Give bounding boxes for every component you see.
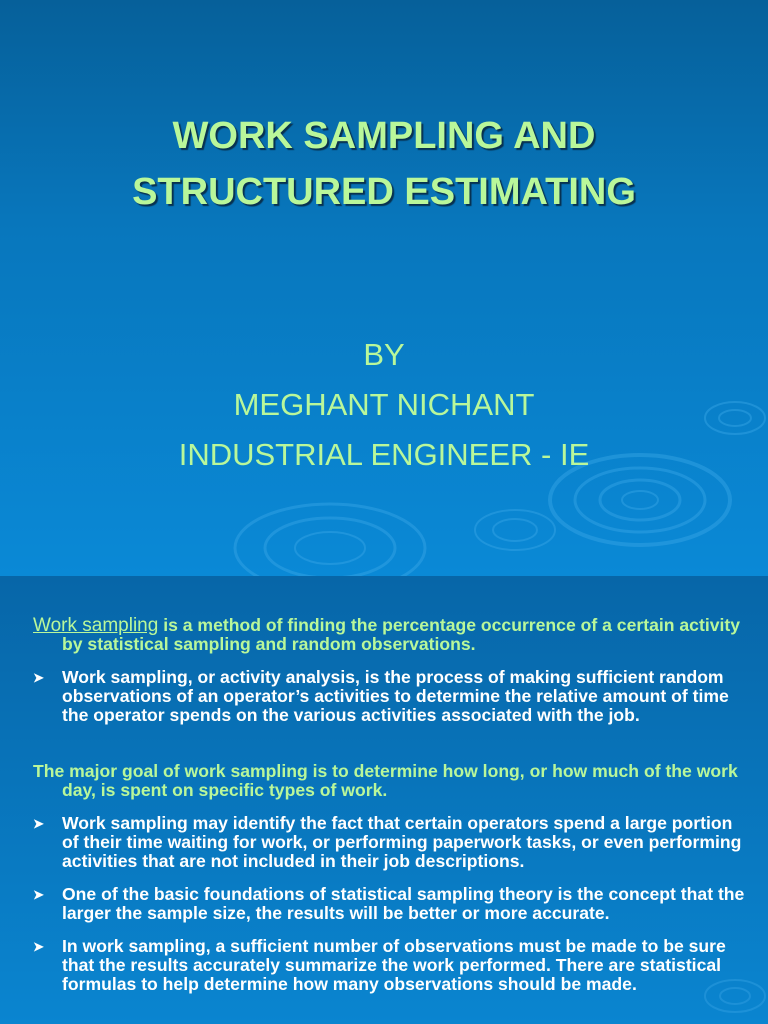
intro-paragraph — [33, 616, 748, 654]
bullet-item — [33, 814, 748, 871]
bullet-text-1: Work sampling, or activity analysis, is the process of making sufficient random observations of an operator’s activities to determine the relative amount of time the operator spends on the various activities associated with the job. — [62, 667, 729, 725]
slide-title — [0, 108, 768, 220]
arrow-bullet-icon: ➤ — [33, 939, 44, 954]
bullet-item — [33, 937, 748, 994]
title-line-2: STRUCTURED ESTIMATING — [132, 171, 636, 213]
arrow-bullet-icon: ➤ — [33, 887, 44, 902]
slide-body — [33, 616, 748, 994]
bullet-text-3: One of the basic foundations of statistical sampling theory is the concept that the larger the sample size, the results will be better or more accurate. — [62, 884, 745, 923]
bullet-item — [33, 668, 748, 725]
work-sampling-link[interactable]: Work sampling — [33, 615, 159, 636]
byline — [0, 330, 768, 480]
by-label: BY — [363, 337, 405, 372]
bullet-text-4: In work sampling, a sufficient number of observations must be made to be sure that the results accurately summarize the work performed. There are statistical formulas to help determine how many observations should be made. — [62, 936, 726, 994]
goal-paragraph: The major goal of work sampling is to determine how long, or how much of the work day, is spent on specific types of work. — [33, 761, 738, 800]
author-role: INDUSTRIAL ENGINEER - IE — [178, 437, 590, 472]
title-line-1: WORK SAMPLING AND — [172, 115, 596, 157]
arrow-bullet-icon: ➤ — [33, 816, 44, 831]
bullet-text-2: Work sampling may identify the fact that certain operators spend a large portion of their time waiting for work, or performing paperwork tasks, or even performing activities that are not included in their job descriptions. — [62, 813, 742, 871]
intro-text: is a method of finding the percentage occurrence of a certain activity by statistical sampling and random observations. — [62, 615, 741, 654]
arrow-bullet-icon: ➤ — [33, 670, 44, 685]
author-name: MEGHANT NICHANT — [233, 387, 535, 422]
bullet-item — [33, 885, 748, 923]
